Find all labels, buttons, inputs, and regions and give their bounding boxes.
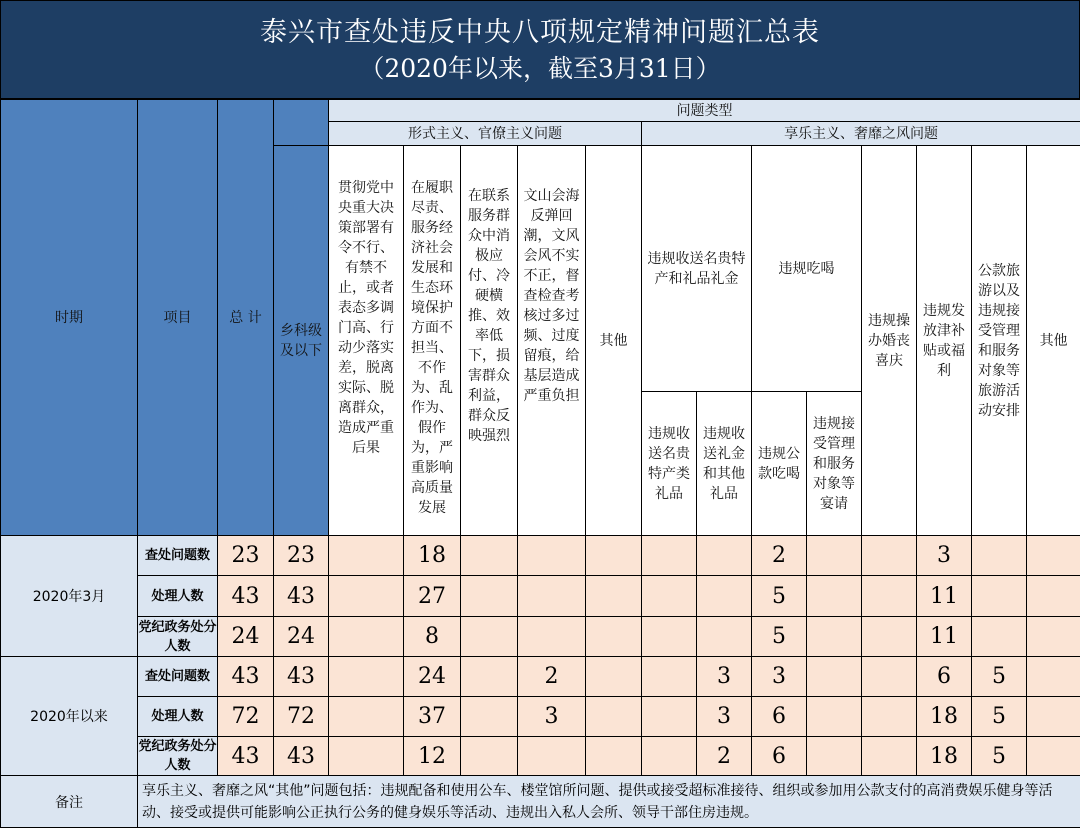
value-cell-ga bbox=[642, 617, 697, 657]
header-subsidy: 违规发放津补贴或福利 bbox=[917, 146, 972, 536]
header-dining-public: 违规公款吃喝 bbox=[752, 392, 807, 536]
value-cell-total: 23 bbox=[218, 536, 274, 576]
value-cell-db bbox=[807, 536, 862, 576]
value-cell-township: 72 bbox=[274, 697, 329, 737]
value-cell-f5 bbox=[586, 576, 642, 617]
value-cell-f5 bbox=[586, 697, 642, 737]
value-cell-township: 23 bbox=[274, 536, 329, 576]
value-cell-da: 5 bbox=[752, 617, 807, 657]
table-row bbox=[1, 737, 1080, 776]
value-cell-ga bbox=[642, 737, 697, 776]
header-hedonism: 享乐主义、奢靡之风问题 bbox=[642, 122, 1080, 146]
value-cell-ga bbox=[642, 536, 697, 576]
value-cell-gb: 3 bbox=[697, 697, 752, 737]
value-cell-f4: 3 bbox=[518, 697, 586, 737]
value-cell-gb bbox=[697, 617, 752, 657]
header-wedding: 违规操办婚丧喜庆 bbox=[862, 146, 917, 536]
value-cell-sub: 3 bbox=[917, 536, 972, 576]
value-cell-sub: 11 bbox=[917, 617, 972, 657]
header-dining-banquet: 违规接受管理和服务对象等宴请 bbox=[807, 392, 862, 536]
value-cell-wed bbox=[862, 576, 917, 617]
value-cell-db bbox=[807, 576, 862, 617]
value-cell-total: 43 bbox=[218, 737, 274, 776]
value-cell-trv bbox=[972, 536, 1027, 576]
value-cell-f1 bbox=[329, 576, 404, 617]
period-cell: 2020年3月 bbox=[1, 536, 138, 657]
value-cell-wed bbox=[862, 657, 917, 697]
header-item: 项目 bbox=[138, 100, 218, 536]
value-cell-wed bbox=[862, 697, 917, 737]
value-cell-f4 bbox=[518, 617, 586, 657]
value-cell-f5 bbox=[586, 657, 642, 697]
value-cell-township: 43 bbox=[274, 576, 329, 617]
data-table bbox=[0, 535, 1080, 828]
value-cell-ga bbox=[642, 576, 697, 617]
value-cell-wed bbox=[862, 737, 917, 776]
table-row bbox=[1, 617, 1080, 657]
header-gift-specialty: 违规收送名贵特产类礼品 bbox=[642, 392, 697, 536]
value-cell-f3 bbox=[461, 576, 518, 617]
table-title-bar bbox=[0, 0, 1080, 99]
table-row bbox=[1, 697, 1080, 737]
value-cell-f3 bbox=[461, 536, 518, 576]
item-cell: 党纪政务处分人数 bbox=[138, 737, 218, 776]
value-cell-da: 3 bbox=[752, 657, 807, 697]
header-formalism-4: 文山会海反弹回潮，文风会风不实不正，督查检查考核过多过频、过度留痕，给基层造成严重负担 bbox=[518, 146, 586, 536]
value-cell-oth bbox=[1027, 657, 1080, 697]
item-cell: 查处问题数 bbox=[138, 657, 218, 697]
value-cell-da: 6 bbox=[752, 697, 807, 737]
value-cell-oth bbox=[1027, 536, 1080, 576]
value-cell-trv bbox=[972, 576, 1027, 617]
value-cell-township: 43 bbox=[274, 657, 329, 697]
header-formalism: 形式主义、官僚主义问题 bbox=[329, 122, 642, 146]
table-title: 泰兴市查处违反中央八项规定精神问题汇总表 bbox=[1, 1, 1079, 48]
value-cell-gb bbox=[697, 536, 752, 576]
value-cell-f1 bbox=[329, 657, 404, 697]
value-cell-f1 bbox=[329, 536, 404, 576]
value-cell-ga bbox=[642, 697, 697, 737]
value-cell-f2: 24 bbox=[404, 657, 461, 697]
note-label: 备注 bbox=[1, 776, 138, 828]
value-cell-f2: 12 bbox=[404, 737, 461, 776]
period-cell: 2020年以来 bbox=[1, 657, 138, 776]
value-cell-f1 bbox=[329, 617, 404, 657]
item-cell: 查处问题数 bbox=[138, 536, 218, 576]
value-cell-wed bbox=[862, 617, 917, 657]
table-subtitle: （2020年以来，截至3月31日） bbox=[1, 54, 1079, 84]
value-cell-da: 5 bbox=[752, 576, 807, 617]
summary-table bbox=[0, 99, 1080, 536]
value-cell-da: 6 bbox=[752, 737, 807, 776]
value-cell-sub: 11 bbox=[917, 576, 972, 617]
value-cell-ga bbox=[642, 657, 697, 697]
value-cell-da: 2 bbox=[752, 536, 807, 576]
value-cell-trv bbox=[972, 617, 1027, 657]
value-cell-f3 bbox=[461, 657, 518, 697]
value-cell-f1 bbox=[329, 697, 404, 737]
value-cell-f2: 8 bbox=[404, 617, 461, 657]
value-cell-oth bbox=[1027, 737, 1080, 776]
value-cell-oth bbox=[1027, 576, 1080, 617]
value-cell-f4: 2 bbox=[518, 657, 586, 697]
header-blank bbox=[274, 100, 329, 146]
value-cell-f2: 27 bbox=[404, 576, 461, 617]
header-gift-money: 违规收送礼金和其他礼品 bbox=[697, 392, 752, 536]
item-cell: 处理人数 bbox=[138, 576, 218, 617]
header-total: 总 计 bbox=[218, 100, 274, 536]
value-cell-db bbox=[807, 737, 862, 776]
value-cell-gb: 2 bbox=[697, 737, 752, 776]
header-travel: 公款旅游以及违规接受管理和服务对象等旅游活动安排 bbox=[972, 146, 1027, 536]
note-text: 享乐主义、奢靡之风“其他”问题包括：违规配备和使用公车、楼堂馆所问题、提供或接受超标准接待、组织或参加用公款支付的高消费娱乐健身等活动、接受或提供可能影响公正执行公务的健身娱乐等活动、违规出入私人会所、领导干部住房违规。 bbox=[138, 776, 1080, 828]
value-cell-trv: 5 bbox=[972, 737, 1027, 776]
header-period: 时期 bbox=[1, 100, 138, 536]
value-cell-gb bbox=[697, 576, 752, 617]
value-cell-sub: 18 bbox=[917, 737, 972, 776]
value-cell-sub: 6 bbox=[917, 657, 972, 697]
value-cell-total: 43 bbox=[218, 657, 274, 697]
value-cell-db bbox=[807, 697, 862, 737]
value-cell-sub: 18 bbox=[917, 697, 972, 737]
value-cell-f4 bbox=[518, 536, 586, 576]
value-cell-f2: 18 bbox=[404, 536, 461, 576]
table-row bbox=[1, 657, 1080, 697]
header-dining: 违规吃喝 bbox=[752, 146, 862, 392]
value-cell-total: 24 bbox=[218, 617, 274, 657]
value-cell-township: 24 bbox=[274, 617, 329, 657]
value-cell-gb: 3 bbox=[697, 657, 752, 697]
value-cell-f3 bbox=[461, 697, 518, 737]
header-gift: 违规收送名贵特产和礼品礼金 bbox=[642, 146, 752, 392]
value-cell-wed bbox=[862, 536, 917, 576]
value-cell-f3 bbox=[461, 617, 518, 657]
value-cell-total: 43 bbox=[218, 576, 274, 617]
value-cell-f5 bbox=[586, 617, 642, 657]
header-formalism-2: 在履职尽责、服务经济社会发展和生态环境保护方面不担当、不作为、乱作为、假作为，严重影响高质量发展 bbox=[404, 146, 461, 536]
value-cell-f3 bbox=[461, 737, 518, 776]
value-cell-db bbox=[807, 617, 862, 657]
value-cell-f4 bbox=[518, 737, 586, 776]
value-cell-oth bbox=[1027, 617, 1080, 657]
value-cell-trv: 5 bbox=[972, 697, 1027, 737]
header-formalism-1: 贯彻党中央重大决策部署有令不行、有禁不止，或者表态多调门高、行动少落实差，脱离实际、脱离群众，造成严重后果 bbox=[329, 146, 404, 536]
value-cell-f5 bbox=[586, 737, 642, 776]
value-cell-f4 bbox=[518, 576, 586, 617]
header-township: 乡科级及以下 bbox=[274, 146, 329, 536]
value-cell-total: 72 bbox=[218, 697, 274, 737]
value-cell-f5 bbox=[586, 536, 642, 576]
value-cell-township: 43 bbox=[274, 737, 329, 776]
table-row bbox=[1, 536, 1080, 576]
value-cell-oth bbox=[1027, 697, 1080, 737]
header-formalism-3: 在联系服务群众中消极应付、冷硬横推、效率低下，损害群众利益，群众反映强烈 bbox=[461, 146, 518, 536]
value-cell-db bbox=[807, 657, 862, 697]
header-hedonism-other: 其他 bbox=[1027, 146, 1080, 536]
value-cell-f1 bbox=[329, 737, 404, 776]
value-cell-f2: 37 bbox=[404, 697, 461, 737]
item-cell: 处理人数 bbox=[138, 697, 218, 737]
value-cell-trv: 5 bbox=[972, 657, 1027, 697]
header-problem-type: 问题类型 bbox=[329, 100, 1080, 122]
table-row bbox=[1, 576, 1080, 617]
item-cell: 党纪政务处分人数 bbox=[138, 617, 218, 657]
header-formalism-other: 其他 bbox=[586, 146, 642, 536]
